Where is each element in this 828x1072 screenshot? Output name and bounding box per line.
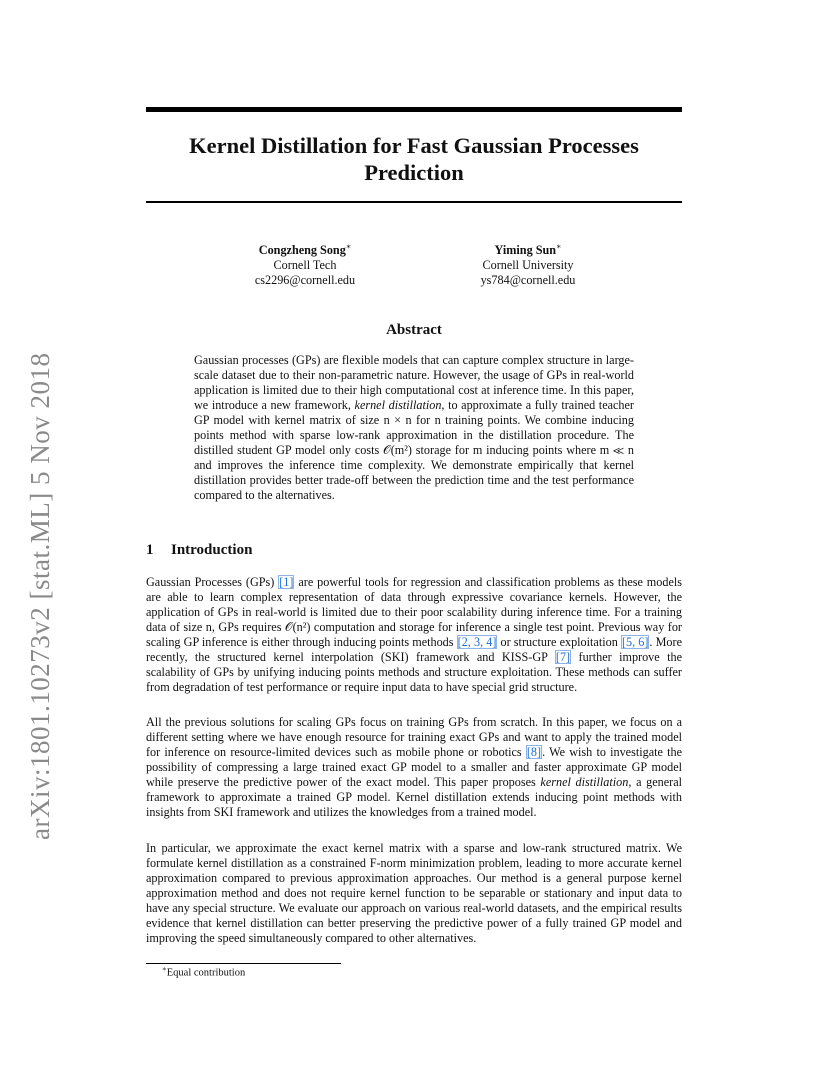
author-block-2 bbox=[438, 239, 618, 288]
section-heading bbox=[146, 542, 252, 559]
paragraph-text: further improve the scalability of GPs by unifying inducing points methods and structure exploitation. These methods can suffer from degradation of test performance or require input data to have special grid structure. bbox=[146, 650, 682, 694]
paper-title-line-1: Kernel Distillation for Fast Gaussian Processes bbox=[189, 133, 639, 158]
author-mark: ∗ bbox=[556, 242, 562, 251]
citation-link[interactable]: [8] bbox=[526, 745, 542, 759]
paper-title bbox=[146, 132, 682, 186]
author-block-1 bbox=[215, 239, 395, 288]
paragraph-emphasis: kernel distillation bbox=[540, 775, 629, 789]
citation-link[interactable]: [5, 6] bbox=[621, 635, 649, 649]
paragraph-text: , a general framework to approximate a trained GP model. Kernel distillation extends inducing point methods with insights from SKI framework and utilizes the knowledges from a trained model. bbox=[146, 775, 682, 819]
author-affiliation: Cornell Tech bbox=[273, 258, 337, 273]
section-title: Introduction bbox=[171, 542, 253, 558]
citation-link[interactable]: [7] bbox=[555, 650, 571, 664]
author-mark: ∗ bbox=[345, 242, 352, 251]
arxiv-sidebar-stamp: arXiv:1801.10273v2 [stat.ML] 5 Nov 2018 bbox=[25, 352, 55, 840]
footnote-rule bbox=[146, 963, 341, 964]
abstract-text: Gaussian processes (GPs) are flexible models that can capture complex structure in large-scale dataset due to their non-parametric nature. However, the usage of GPs in real-world application is limited due to their high computational cost at inference time. In this paper, we introduce a new framework, bbox=[194, 353, 634, 412]
footnote bbox=[162, 965, 245, 979]
footnote-text: Equal contribution bbox=[166, 967, 246, 979]
author-name: Yiming Sun bbox=[494, 243, 557, 258]
section-number: 1 bbox=[146, 542, 154, 558]
paragraph-text: Gaussian Processes (GPs) bbox=[146, 575, 279, 589]
paragraph-text: . We wish to investigate the possibility of compressing a large trained exact GP model to a smaller and faster approximate GP model while preserve the predictive power of the exact model. This paper proposes bbox=[146, 745, 682, 789]
intro-paragraph-2 bbox=[146, 715, 682, 820]
footnote-mark: ∗ bbox=[162, 965, 167, 973]
intro-paragraph-3: In particular, we approximate the exact kernel matrix with a sparse and low-rank structured matrix. We formulate kernel distillation as a constrained F-norm minimization problem, leading to more accurate kernel approximation compared to previous approximation approaches. Our method is a general purpose kernel approximation method and does not require kernel function to be separable or stationary and input data to have any special structure. We evaluate our approach on various real-world datasets, and the empirical results evidence that kernel distillation can better preserving the predictive power of a fully trained GP model and improving the speed simultaneously compared to other alternatives. bbox=[146, 841, 682, 945]
citation-link[interactable]: [2, 3, 4] bbox=[457, 635, 497, 649]
author-affiliation: Cornell University bbox=[482, 258, 574, 273]
title-bottom-rule bbox=[146, 201, 682, 203]
abstract-body bbox=[194, 353, 634, 503]
citation-link[interactable]: [1] bbox=[279, 575, 294, 589]
paragraph-text: All the previous solutions for scaling GPs focus on training GPs from scratch. In this paper, we focus on a different setting where we have enough resource for training exact GPs and want to apply the trained model for inference on resource-limited devices such as mobile phone or robotics bbox=[146, 715, 682, 759]
paragraph-text: . More recently, the structured kernel interpolation (SKI) framework and KISS-GP bbox=[146, 635, 682, 664]
author-email: cs2296@cornell.edu bbox=[254, 273, 356, 288]
intro-paragraph-1 bbox=[146, 575, 682, 695]
author-name: Congzheng Song bbox=[258, 243, 346, 258]
paper-title-line-2: Prediction bbox=[364, 160, 464, 185]
author-email: ys784@cornell.edu bbox=[480, 273, 576, 288]
title-top-rule bbox=[146, 107, 682, 112]
abstract-text: , to approximate a fully trained teacher GP model with kernel matrix of size n × n for n training points. We combine inducing points method with sparse low-rank approximation in the distillation procedure. The distilled student GP model only costs 𝒪(m²) storage for m inducing points where m ≪ n and improves the inference time complexity. We demonstrate empirically that kernel distillation provides better trade-off between the prediction time and the test performance compared to the alternatives. bbox=[194, 398, 634, 502]
abstract-emphasis: kernel distillation bbox=[354, 398, 442, 412]
paragraph-text: are powerful tools for regression and classification problems as these models are able to learn complex representation of data through expressive covariance kernels. However, the application of GPs in real-world is limited due to their poor scalability during inference time. For a training data of size n, GPs requires 𝒪(n²) computation and storage for inference a single test point. Previous way for scaling GP inference is either through inducing points methods bbox=[146, 575, 683, 649]
abstract-heading: Abstract bbox=[386, 322, 442, 338]
paragraph-text: or structure exploitation bbox=[497, 635, 621, 649]
